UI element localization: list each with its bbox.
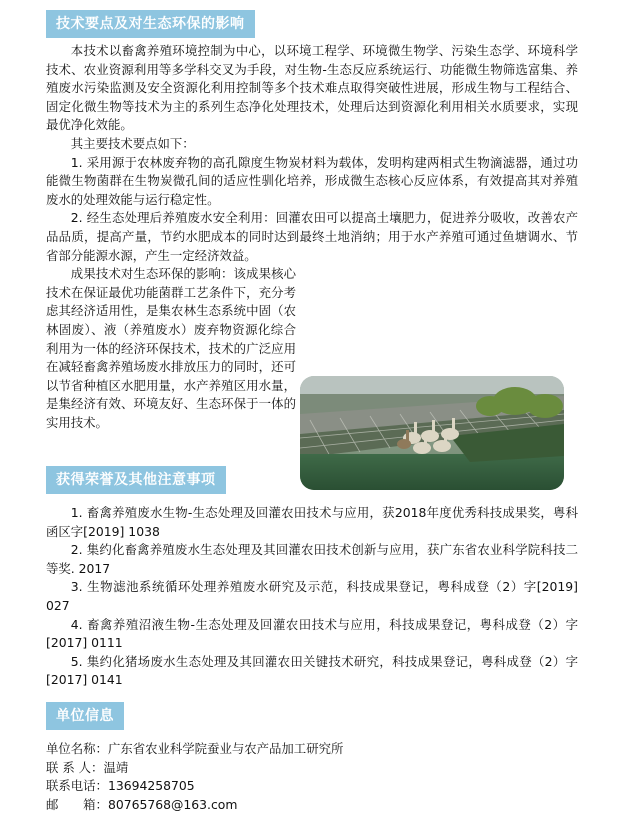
eco-impact-paragraph: 成果技术对生态环保的影响：该成果核心技术在保证最优功能菌群工艺条件下，充分考虑其经济适用性，是集农林生态系统中固（农林固废）、液（养殖废水）废弃物资源化综合利用为一体的经济环保技术，技术的广泛应用在减轻畜禽养殖场废水排放压力的同时，还可以节省种植区水肥用量，水产养殖区用水量，是集经济有效、环境友好、生态环保于一体的实用技术。	[46, 266, 296, 430]
honor-item: 3. 生物滤池系统循环处理养殖废水研究及示范，科技成果登记，粤科成登（2）字[2019] 027	[46, 579, 578, 613]
unit-contact: 联 系 人：温靖	[46, 759, 129, 775]
unit-name: 单位名称：广东省农业科学院蚕业与农产品加工研究所	[46, 741, 344, 756]
unit-phone: 联系电话：13694258705	[46, 778, 195, 794]
honors-list	[46, 504, 578, 690]
tech-intro-paragraph: 本技术以畜禽养殖环境控制为中心，以环境工程学、环境微生物学、污染生态学、环境科学技术、农业资源利用等多学科交叉为手段，对生物-生态反应系统运行、功能微生物筛选富集、养殖废水污染监测及安全资源化利用控制等多个技术难点取得突破性进展，形成生物与工程结合、固定化微生物等技术为主的系列生态净化处理技术，处理后达到资源化利用相关水质要求，实现最优净化效能。	[46, 43, 578, 133]
section-header-honors: 获得荣誉及其他注意事项	[46, 466, 226, 494]
tech-point-1: 1. 采用源于农林废弃物的高孔隙度生物炭材料为载体，发明构建两相式生物滴滤器，通过功能微生物菌群在生物炭微孔间的适应性驯化培养，形成微生态核心反应体系，有效提高其对养殖废水的处理效能与运行稳定性。	[46, 154, 578, 207]
unit-email: 邮 箱：80765768@163.com	[46, 796, 238, 812]
geese-pond-photo	[300, 376, 564, 490]
honor-item: 4. 畜禽养殖沼液生物-生态处理及回灌农田技术与应用，科技成果登记，粤科成登（2）字[2017] 0111	[46, 616, 578, 651]
tech-body	[46, 42, 578, 432]
honor-item: 2. 集约化畜禽养殖废水生态处理及其回灌农田技术创新与应用，获广东省农业科学院科技二等奖. 2017	[46, 542, 578, 576]
section-header-unit: 单位信息	[46, 702, 124, 730]
tech-point-2: 2. 经生态处理后养殖废水安全利用：回灌农田可以提高土壤肥力，促进养分吸收，改善农产品品质，提高产量，节约水肥成本的同时达到最终土地消纳；用于水产养殖可通过鱼塘调水、节省部分能源水源，产生一定经济效益。	[46, 210, 578, 263]
honor-item: 1. 畜禽养殖废水生物-生态处理及回灌农田技术与应用，获2018年度优秀科技成果奖，粤科函区字[2019] 1038	[46, 505, 578, 539]
tech-points-lead: 其主要技术要点如下：	[70, 135, 195, 151]
unit-info	[46, 740, 343, 814]
honor-item: 5. 集约化猪场废水生态处理及其回灌农田关键技术研究，科技成果登记，粤科成登（2）字[2017] 0141	[46, 653, 578, 688]
section-header-tech: 技术要点及对生态环保的影响	[46, 10, 255, 38]
